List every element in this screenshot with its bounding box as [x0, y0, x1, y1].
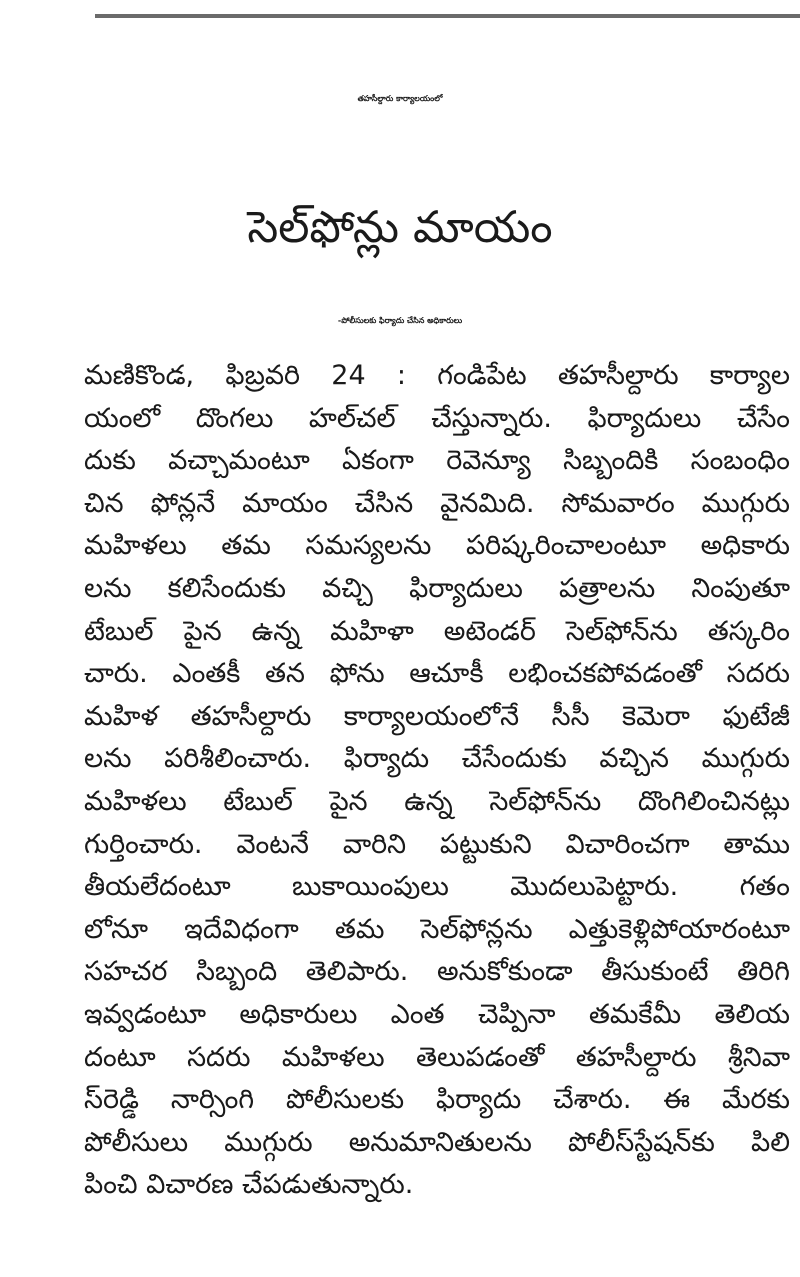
body-line: లను పరిశీలించారు. ఫిర్యాదు చేసేందుకు వచ్చిన ముగ్గురు — [84, 743, 790, 775]
body-line: మహిళ తహసీల్దారు కార్యాలయంలోనే సీసీ కెమెరా ఫుటేజీ — [84, 700, 790, 732]
body-line: గుర్తించారు. వెంటనే వారిని పట్టుకుని విచారించగా తాము — [84, 828, 790, 860]
body-line: తీయలేదంటూ బుకాయింపులు మొదలుపెట్టారు. గతం — [84, 871, 790, 903]
body-line: సహచర సిబ్బంది తెలిపారు. అనుకోకుండా తీసుకుంటే తిరిగి — [84, 956, 790, 988]
body-line: మణికొండ, ఫిబ్రవరి 24 : గండిపేట తహసీల్దారు కార్యాల — [84, 360, 790, 391]
sub-headline: -పోలీసులకు ఫిర్యాదు చేసిన అధికారులు — [337, 316, 463, 325]
top-rule-divider — [95, 14, 800, 18]
body-line: పించి విచారణ చేపడుతున్నారు. — [84, 1169, 414, 1201]
body-line: మహిళలు టేబుల్ పైన ఉన్న సెల్‌ఫోన్‌ను దొంగిలించినట్లు — [84, 785, 790, 817]
body-line: లను కలిసేందుకు వచ్చి ఫిర్యాదులు పత్రాలను నింపుతూ — [84, 572, 790, 604]
body-line: స్‌రెడ్డి నార్సింగి పోలీసులకు ఫిర్యాదు చేశారు. ఈ మేరకు — [84, 1084, 790, 1116]
body-line: మహిళలు తమ సమస్యలను పరిష్కరించాలంటూ అధికారు — [84, 530, 790, 562]
body-line: యంలో దొంగలు హల్‌చల్ చేస్తున్నారు. ఫిర్యాదులు చేసేం — [84, 402, 790, 434]
headline-kicker: తహసీల్దారు కార్యాలయంలో — [357, 94, 443, 103]
body-line: టేబుల్ పైన ఉన్న మహిళా అటెండర్ సెల్‌ఫోన్‌ను తస్కరిం — [84, 615, 790, 647]
body-line: దంటూ సదరు మహిళలు తెలుపడంతో తహసీల్దారు శ్రీనివా — [84, 1041, 790, 1073]
article-body — [84, 355, 790, 1207]
body-line: చిన ఫోన్లనే మాయం చేసిన వైనమిది. సోమవారం ముగ్గురు — [84, 487, 790, 519]
body-line: ఇవ్వడంటూ అధికారులు ఎంత చెప్పినా తమకేమీ తెలియ — [84, 998, 790, 1030]
body-line: చారు. ఎంతకీ తన ఫోను ఆచూకీ లభించకపోవడంతో సదరు — [84, 658, 790, 690]
body-line: దుకు వచ్చామంటూ ఏకంగా రెవెన్యూ సిబ్బందికి సంబంధిం — [84, 445, 790, 477]
body-line: పోలీసులు ముగ్గురు అనుమానితులను పోలీస్‌స్టేషన్‌కు పిలి — [84, 1126, 790, 1158]
body-line: లోనూ ఇదేవిధంగా తమ సెల్‌ఫోన్లను ఎత్తుకెళ్లిపోయారంటూ — [84, 913, 790, 945]
main-headline: సెల్‌ఫోన్లు మాయం — [247, 202, 553, 253]
